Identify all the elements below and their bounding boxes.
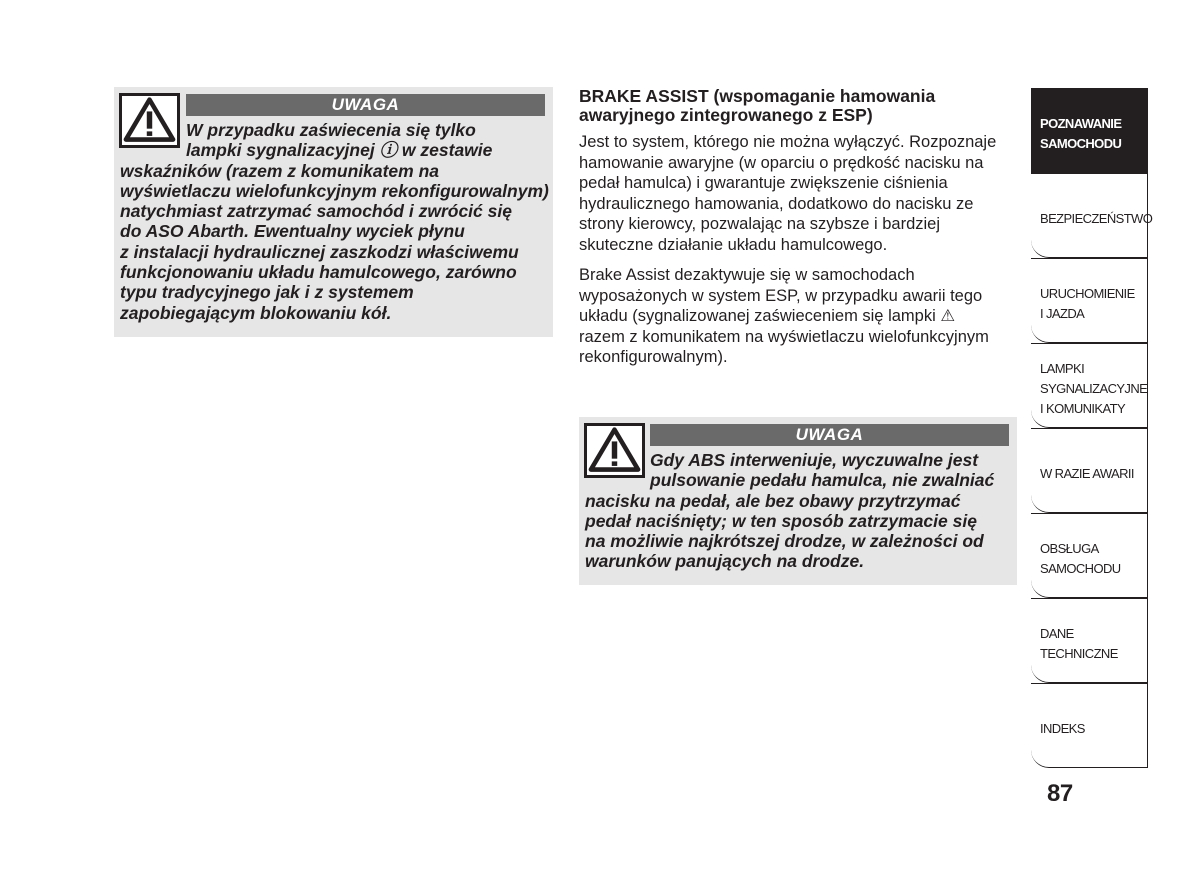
warning-line: z instalacji hydraulicznej zaszkodzi właściwemu [120,241,519,262]
text-line: razem z komunikatem na wyświetlaczu wielofunkcyjnym [579,327,989,346]
heading-line: BRAKE ASSIST (wspomaganie hamowania [579,86,936,106]
text-line: układu (sygnalizowanej zaświeceniem się lampki ⚠ [579,307,956,325]
warning-line: natychmiast zatrzymać samochód i zwrócić się [120,201,512,222]
tab-label: SAMOCHODU [1040,135,1122,151]
text-line: wyposażonych w system ESP, w przypadku awarii tego [579,286,983,305]
tab-uruchomienie-i-jazda[interactable] [1031,258,1148,343]
tab-label: LAMPKI [1040,360,1085,376]
warning-box-2 [579,417,1017,585]
tab-dane-techniczne[interactable] [1031,598,1148,683]
warning-title: UWAGA [650,424,1009,446]
tab-label: INDEKS [1040,720,1085,736]
warning-line: Gdy ABS interweniuje, wyczuwalne jest [650,450,979,470]
warning-line: pedał naciśnięty; w ten sposób zatrzymacie się [585,510,977,531]
section-heading [579,87,1019,125]
text-line: strony kierowcy, pozwalając na szybsze i bardziej [579,215,941,233]
warning-title: UWAGA [186,94,545,116]
tab-label: URUCHOMIENIE [1040,285,1135,301]
warning-line: wyświetlaczu wielofunkcyjnym rekonfigurowalnym) [120,180,549,201]
tab-obsluga-samochodu[interactable] [1031,513,1148,598]
page-number: 87 [1047,780,1073,807]
tab-label: POZNAWANIE [1040,115,1122,131]
tab-w-razie-awarii[interactable] [1031,428,1148,513]
tab-lampki-sygnalizacyjne[interactable] [1031,343,1148,428]
tab-label: BEZPIECZEŃSTWO [1040,210,1153,226]
tab-label: DANE [1040,625,1074,641]
tab-label: I JAZDA [1040,305,1085,321]
warning-line: na możliwie najkrótszej drodze, w zależności od [585,531,984,552]
tab-label: OBSŁUGA [1040,540,1099,556]
text-line: pedał hamulca) i gwarantuje zwiększenie ciśnienia [579,174,948,192]
text-line: skuteczne działanie układu hamulcowego. [579,235,888,254]
text-line: hamowanie awaryjne (w oparciu o prędkość nacisku na [579,153,984,172]
paragraph-1 [579,132,1019,255]
warning-box-1 [114,87,553,337]
text-line: Jest to system, którego nie można wyłączyć. Rozpoznaje [579,133,997,151]
text-line: Brake Assist dezaktywuje się w samochodach [579,266,915,284]
warning-line: typu tradycyjnego jak i z systemem [120,282,414,303]
warning-line: do ASO Abarth. Ewentualny wyciek płynu [120,221,465,242]
heading-line: awaryjnego zintegrowanego z ESP) [579,105,873,125]
tab-bezpieczenstwo[interactable] [1031,173,1153,258]
warning-line: funkcjonowaniu układu hamulcowego, zarówno [120,262,517,283]
tab-label: SAMOCHODU [1040,560,1121,576]
warning-line: zapobiegającym blokowaniu kół. [120,302,392,323]
tab-poznawanie-samochodu[interactable] [1031,88,1148,173]
tab-indeks[interactable] [1031,683,1148,768]
paragraph-2 [579,265,1019,368]
tab-label: I KOMUNIKATY [1040,400,1126,416]
warning-line: pulsowanie pedału hamulca, nie zwalniać [650,470,995,491]
warning-line: nacisku na pedał, ale bez obawy przytrzymać [585,490,961,511]
brake-assist-section [579,87,1019,368]
text-line: hydraulicznego hamowania, dodatkowo do nacisku ze [579,194,974,213]
warning-text [585,450,994,572]
warning-line: lampki sygnalizacyjnej ⓘ w zestawie [186,140,493,161]
text-line: rekonfigurowalnym). [579,348,728,366]
warning-line: wskaźników (razem z komunikatem na [120,160,439,181]
tab-label: TECHNICZNE [1040,645,1118,661]
warning-text [120,120,549,323]
tab-label: SYGNALIZACYJNE [1040,380,1148,396]
warning-line: W przypadku zaświecenia się tylko [186,120,476,140]
tab-label: W RAZIE AWARII [1040,465,1134,481]
warning-line: warunków panujących na drodze. [585,551,865,572]
